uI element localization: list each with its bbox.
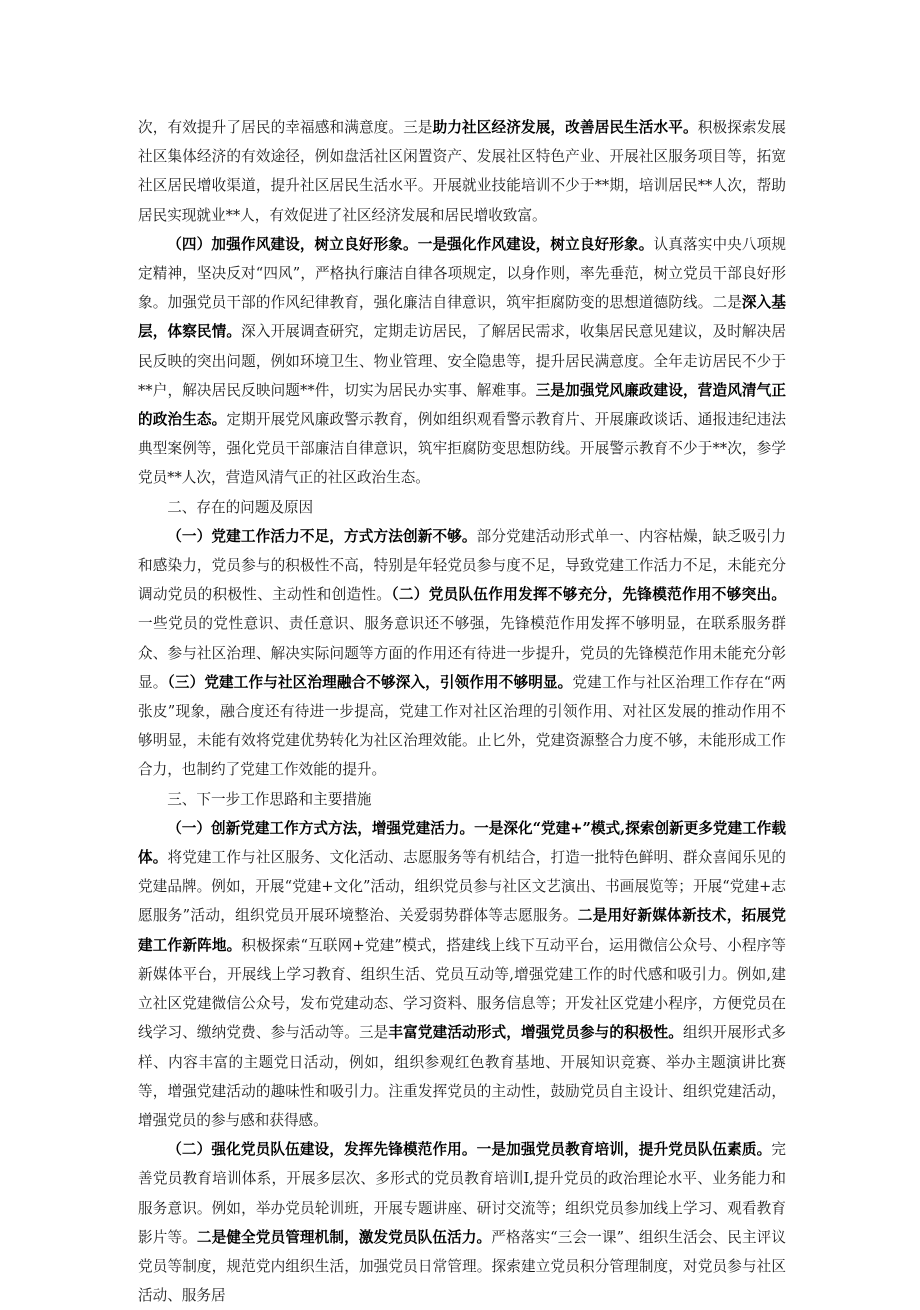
text-run: 认真落实中央八项规定精神，坚决反对“四风”，严格执行廉洁自律各项规定，以身作则，率先垂范，树立党员干部良好形象。加强党员干部的作风纪律教育，强化廉洁自律意识，筑牢拒腐防变的思想道德防线。二是 [138, 235, 786, 312]
text-run: 定期开展党风廉政警示教育，例如组织观看警示教育片、开展廉政谈话、通报违纪违法典型案例等，强化党员干部廉洁自律意识，筑牢拒腐防变思想防线。开展警示教育不少于**次，参学党员**人次，营造风清气正的社区政治生态。 [138, 411, 786, 487]
text-run: 深入开展调查研究，定期走访居民，了解居民需求，收集居民意见建议，及时解决居民反映的突出问题，例如环境卫生、物业管理、安全隐患等，提升居民满意度。全年走访居民不少于**户，解决居民反映问题**件，切实为居民办实事、解难事。 [138, 323, 786, 399]
document-page [138, 113, 786, 1310]
text-run: 将党建工作与社区服务、文化活动、志愿服务等有机结合，打造一批特色鲜明、群众喜闻乐见的党建品牌。例如，开展“党建+文化”活动，组织党员参与社区文艺演出、书画展览等；开展“党建+志愿服务”活动，组织党员开展环境整治、关爱弱势群体等志愿服务。 [138, 849, 786, 925]
bold-text-run: 三是加强党风廉政建设，营造风清气正的政治生态。 [138, 381, 786, 429]
bold-text-run: 深入基层，体察民情。 [138, 294, 786, 341]
bold-text-run: （一）党建工作活力不足，方式方法创新不够。 [167, 527, 477, 545]
bold-text-run: （二）强化党员队伍建设，发挥先锋模范作用。一是加强党员教育培训，提升党员队伍素质。 [167, 1141, 772, 1159]
paragraph-innovate-methods [138, 814, 786, 1135]
bold-text-run: （二）党员队伍作用发挥不够充分，先锋模范作用不够突出。 [391, 586, 786, 604]
paragraph-work-style [138, 230, 786, 493]
section-heading-problems [138, 493, 786, 522]
bold-text-run: 丰富党建活动形式，增强党员参与的积极性。 [388, 1024, 683, 1042]
paragraph-strengthen-team [138, 1135, 786, 1310]
text-run: 次，有效提升了居民的幸福感和满意度。三是 [138, 119, 433, 136]
bold-text-run: （一）创新党建工作方式方法，增强党建活力。一是深化“党建+”模式,探索创新更多党建工作载体。 [138, 819, 786, 867]
text-run: 部分党建活动形式单一、内容枯燥，缺乏吸引力和感染力，党员参与的积极性不高，特别是年轻党员参与度不足，导致党建工作活力不足，未能充分调动党员的积极性、主动性和创造性。 [138, 527, 786, 604]
text-run: 严格落实“三会一课”、组织生活会、民主评议党员等制度，规范党内组织生活，加强党员日常管理。探索建立党员积分管理制度，对党员参与社区活动、服务居 [138, 1228, 786, 1305]
text-run: 一些党员的党性意识、责任意识、服务意识还不够强，先锋模范作用发挥不够明显，在联系服务群众、参与社区治理、解决实际问题等方面的作用还有待进一步提升，党员的先锋模范作用未能充分彰显。 [138, 615, 786, 691]
bold-text-run: （三）党建工作与社区治理融合不够深入，引领作用不够明显。 [167, 673, 573, 691]
paragraph-community-economy [138, 113, 786, 230]
text-run: 党建工作与社区治理工作存在“两张皮”现象，融合度还有待进一步提高，党建工作对社区治理的引领作用、对社区发展的推动作用不够明显，未能有效将党建优势转化为社区治理效能。止匕外，党建资源整合力度不够，未能形成工作合力，也制约了党建工作效能的提升。 [138, 673, 786, 779]
bold-text-run: （四）加强作风建设，树立良好形象。一是强化作风建设，树立良好形象。 [167, 235, 654, 253]
bold-text-run: 助力社区经济发展，改善居民生活水平。 [432, 119, 698, 136]
text-run: 三、下一步工作思路和主要措施 [167, 790, 372, 808]
bold-text-run: 二是用好新媒体新技术，拓展党建工作新阵地。 [138, 907, 786, 954]
bold-text-run: 二是健全党员管理机制，激发党员队伍活力。 [196, 1228, 492, 1246]
paragraph-problems [138, 522, 786, 785]
text-run: 组织开展形式多样、内容丰富的主题党日活动，例如，组织参观红色教育基地、开展知识竞赛、举办主题演讲比赛等，增强党建活动的趣味性和吸引力。注重发挥党员的主动性，鼓励党员自主设计、组织党建活动，增强党员的参与感和获得感。 [138, 1024, 786, 1129]
text-run: 二、存在的问题及原因 [167, 498, 314, 516]
text-run: 完善党员教育培训体系，开展多层次、多形式的党员教育培训I,提升党员的政治理论水平、业务能力和服务意识。例如，举办党员轮训班，开展专题讲座、研讨交流等；组织党员参加线上学习、观看教育影片等。 [138, 1141, 786, 1246]
section-heading-next-steps [138, 785, 786, 814]
text-run: 积极探索“互联网+党建”模式，搭建线上线下互动平台，运用微信公众号、小程序等新媒体平台，开展线上学习教育、组织生活、党员互动等,增强党建工作的时代感和吸引力。例如,建立社区党建微信公众号，发布党建动态、学习资料、服务信息等；开发社区党建小程序，方便党员在线学习、缴纳党费、参与活动等。三是 [138, 936, 786, 1042]
text-run: 积极探索发展社区集体经济的有效途径，例如盘活社区闲置资产、发展社区特色产业、开展社区服务项目等，拓宽社区居民增收渠道，提升社区居民生活水平。开展就业技能培训不少于**期，培训居民**人次，帮助居民实现就业**人，有效促进了社区经济发展和居民增收致富。 [138, 119, 786, 224]
